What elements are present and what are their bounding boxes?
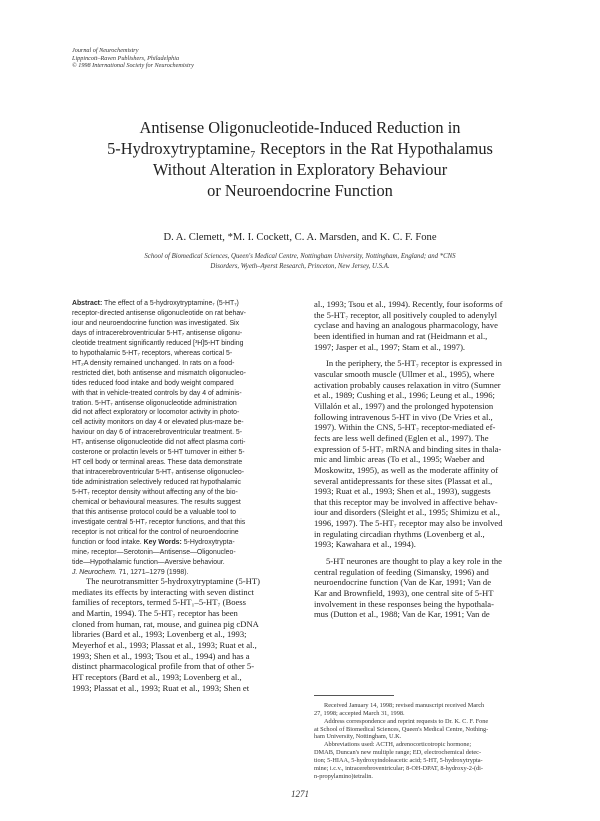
footnote-line: DMAB, Duncan's new multiple range; ED, electrochemical detec- (314, 749, 482, 757)
journal-header (72, 47, 194, 70)
body-line: neuroendocrine function (Van de Kar, 1991; Van de (314, 577, 492, 588)
body-line: 1993; Kawahara et al., 1994). (314, 539, 416, 550)
body-line: vascular smooth muscle (Ullmer et al., 1995), where (314, 368, 495, 379)
key-words-label: Key Words: (143, 538, 182, 546)
body-line: Moskowitz, 1995), as well as the moderate affinity of (314, 464, 499, 475)
abstract-line: HT₂A density remained unchanged. In rats on a food- (72, 359, 235, 367)
footnote-line: n-propylamino)tetralin. (314, 772, 373, 780)
footnote-line: Address correspondence and reprint requests to Dr. K. C. F. Fone (324, 717, 489, 725)
abstract-line: tides reduced food intake and body weight compared (72, 379, 234, 387)
body-line: iour and disorders (Sleight et al., 1995; Shimizu et al., (314, 507, 500, 518)
body-line: HT receptors (Bard et al., 1993; Lovenberg et al., (72, 671, 242, 682)
abstract-line: days of intracerebroventricular 5-HT₇ antisense oligonu- (72, 329, 243, 337)
body-line: families of receptors, termed 5-HT₁–5-HT₇ (Boess (72, 597, 246, 608)
authors: D. A. Clemett, *M. I. Cockett, C. A. Marsden, and K. C. F. Fone (163, 232, 437, 243)
body-line: been identified in human and rat (Heidmann et al., (314, 330, 488, 341)
abstract-line: that intracerebroventricular 5-HT₇ antisense oligonucleo- (72, 469, 245, 477)
abstract (72, 299, 302, 578)
body-line: activation probably causes relaxation in vitro (Sumner (314, 379, 501, 390)
abstract-line: tide administration selectively reduced rat hypothalamic (72, 479, 241, 487)
abstract-line: Abstract: The effect of a 5-hydroxytryptamine₇ (5-HT₇) (72, 300, 239, 307)
body-line: al., 1993; Tsou et al., 1994). Recently, four isoforms of (314, 299, 503, 309)
body-line: mediates its effects by interacting with seven distinct (72, 586, 254, 597)
body-line: 1997). Within the CNS, 5-HT₇ receptor-mediated ef- (314, 422, 496, 433)
abstract-line: receptor-directed antisense oligonucleotide on rat behav- (72, 309, 246, 317)
abstract-line: haviour on day 6 of intracerebroventricular treatment. 5- (72, 429, 243, 437)
body-line: Kar and Brownfield, 1993), one central site of 5-HT (314, 588, 494, 599)
body-line: mic and limbic areas (To et al., 1995; Waeber and (314, 454, 485, 465)
abstract-line: costerone or prolactin levels or 5-HT turnover in either 5- (72, 449, 245, 457)
body-line: In the periphery, the 5-HT₇ receptor is expressed in (326, 358, 502, 369)
body-line: central regulation of feeding (Simansky, 1996) and (314, 566, 489, 577)
footnotes (314, 702, 542, 780)
affiliation-line: Disorders, Wyeth–Ayerst Research, Princeton, New Jersey, U.S.A. (210, 263, 390, 270)
abstract-line: tide—Hypothalamic function—Aversive behaviour. (72, 558, 225, 566)
body-line: 1993; Shen et al., 1993; Tsou et al., 1994) and has a (72, 650, 250, 661)
title-line: or Neuroendocrine Function (207, 181, 393, 200)
journal-name: Journal of Neurochemistry (72, 47, 139, 54)
body-line: 1997; Jasper et al., 1997; Stam et al., 1997). (314, 341, 466, 352)
footnote-line: ham University, Nottingham, U.K. (314, 733, 402, 741)
footnote-line: tion; 5-HIAA, 5-hydroxyindoleacetic acid; 5-HT, 5-hydroxytrypta- (314, 756, 483, 764)
body-line: fects are less well defined (Eglen et al., 1997). The (314, 432, 489, 443)
body-line: et al., 1989; Cushing et al., 1996; Leung et al., 1996; (314, 390, 495, 401)
footnote-line: at School of Biomedical Sciences, Queen's Medical Centre, Nothing- (314, 725, 489, 733)
citation: J. Neurochem. 71, 1271–1279 (1998). (72, 568, 189, 576)
body-line: mus (Dutton et al., 1988; Van de Kar, 1991; Van de (314, 609, 490, 620)
abstract-line: HT cell body or terminal areas. These data demonstrate (72, 459, 243, 467)
abstract-line: to hypothalamic 5-HT₇ receptors, whereas cortical 5- (72, 349, 233, 357)
body-line: 1996, 1997). The 5-HT₇ receptor may also be involved (314, 518, 503, 529)
body-line: 1993; Ruat et al., 1993; Shen et al., 1993), suggests (314, 486, 491, 497)
abstract-line: function or food intake. Key Words: 5-Hydroxytrypta- (72, 538, 235, 546)
footnote-line: 27, 1998; accepted March 31, 1998. (314, 709, 405, 717)
publisher: Lippincott–Raven Publishers, Philadelphia (72, 54, 180, 62)
body-line: involvement in these responses being the hypothala- (314, 598, 494, 609)
body-line: expression of 5-HT₇ mRNA and binding sites in thala- (314, 443, 502, 454)
body-line: The neurotransmitter 5-hydroxytryptamine (5-HT) (86, 576, 260, 586)
body-line: and Martin, 1994). The 5-HT₇ receptor has been (72, 607, 238, 618)
title-line: Antisense Oligonucleotide-Induced Reduction in (139, 118, 461, 137)
abstract-line: investigate central 5-HT₇ receptor functions, and that this (72, 518, 246, 526)
footnote-divider (314, 695, 394, 696)
body-line: several antidepressants for these sites (Plassat et al., (314, 475, 493, 486)
title-line: Without Alteration in Exploratory Behaviour (152, 160, 448, 179)
right-column-body (314, 299, 542, 620)
body-line: in regulating circadian rhythms (Lovenberg et al., (314, 528, 485, 539)
footnote-line: Received January 14, 1998; revised manuscript received March (324, 702, 485, 709)
footnote-line: mine; i.c.v., intracerebroventricular; 8-OH-DPAT, 8-hydroxy-2-(di- (314, 764, 484, 772)
left-column-body (72, 576, 302, 693)
body-line: 5-HT neurones are thought to play a key role in the (326, 556, 502, 567)
body-line: cyclase and having an analogous pharmacology, have (314, 320, 498, 331)
copyright: © 1998 International Society for Neurochemistry (72, 62, 194, 70)
abstract-line: that this antisense protocol could be a valuable tool to (72, 509, 236, 517)
abstract-line: 5-HT₇ receptor density without affecting any of the bio- (72, 489, 238, 497)
affiliation (80, 252, 520, 272)
body-line: 1993; Plassat et al., 1993; Ruat et al., 1993; Shen et (72, 682, 250, 693)
body-line: cloned from human, rat, mouse, and guinea pig cDNA (72, 618, 259, 629)
body-line: Villalón et al., 1997) and the prolonged hypotension (314, 400, 494, 411)
abstract-line: cell activity monitors on day 4 or elevated plus-maze be- (72, 419, 244, 427)
body-line: Meyerhof et al., 1993; Plassat et al., 1993; Ruat et al., (72, 639, 257, 650)
article-title (60, 117, 540, 201)
page-number: 1271 (291, 789, 309, 799)
abstract-line: with that in vehicle-treated controls by day 4 of adminis- (72, 389, 242, 397)
abstract-line: chemical or behavioural measures. The results suggest (72, 499, 241, 507)
title-line: 5-Hydroxytryptamine₇ Receptors in the Rat Hypothalamus (107, 139, 493, 158)
body-line: the 5-HT₇ receptor, all positively coupled to adenylyl (314, 309, 498, 320)
body-line: following intravenous 5-HT in vivo (De Vries et al., (314, 411, 493, 422)
abstract-line: tration. 5-HT₇ antisense oligonucleotide administration (72, 399, 237, 407)
affiliation-line: School of Biomedical Sciences, Queen's Medical Centre, Nottingham University, Nottingham, England; and *CNS (144, 253, 456, 260)
abstract-line: iour and neuroendocrine function was investigated. Six (72, 319, 240, 327)
footnote-line: Abbreviations used: ACTH, adrenocorticotropic hormone; (324, 741, 472, 749)
abstract-line: cleotide treatment significantly reduced [³H]5-HT binding (72, 339, 244, 347)
abstract-line: HT₇ antisense oligonucleotide did not affect plasma corti- (72, 439, 246, 447)
body-line: libraries (Bard et al., 1993; Lovenberg et al., 1993; (72, 629, 247, 640)
abstract-line: did not affect exploratory or locomotor activity in photo- (72, 409, 240, 417)
abstract-label: Abstract: (72, 300, 103, 307)
abstract-line: mine₇ receptor—Serotonin—Antisense—Oligonucleo- (72, 548, 236, 556)
abstract-line: receptor is not critical for the control of neuroendocrine (72, 528, 239, 536)
body-line: distinct pharmacological profile from that of other 5- (72, 661, 255, 672)
abstract-line: restricted diet, both antisense and mismatch oligonucleo- (72, 369, 246, 377)
body-line: that this receptor may be involved in affective behav- (314, 496, 498, 507)
